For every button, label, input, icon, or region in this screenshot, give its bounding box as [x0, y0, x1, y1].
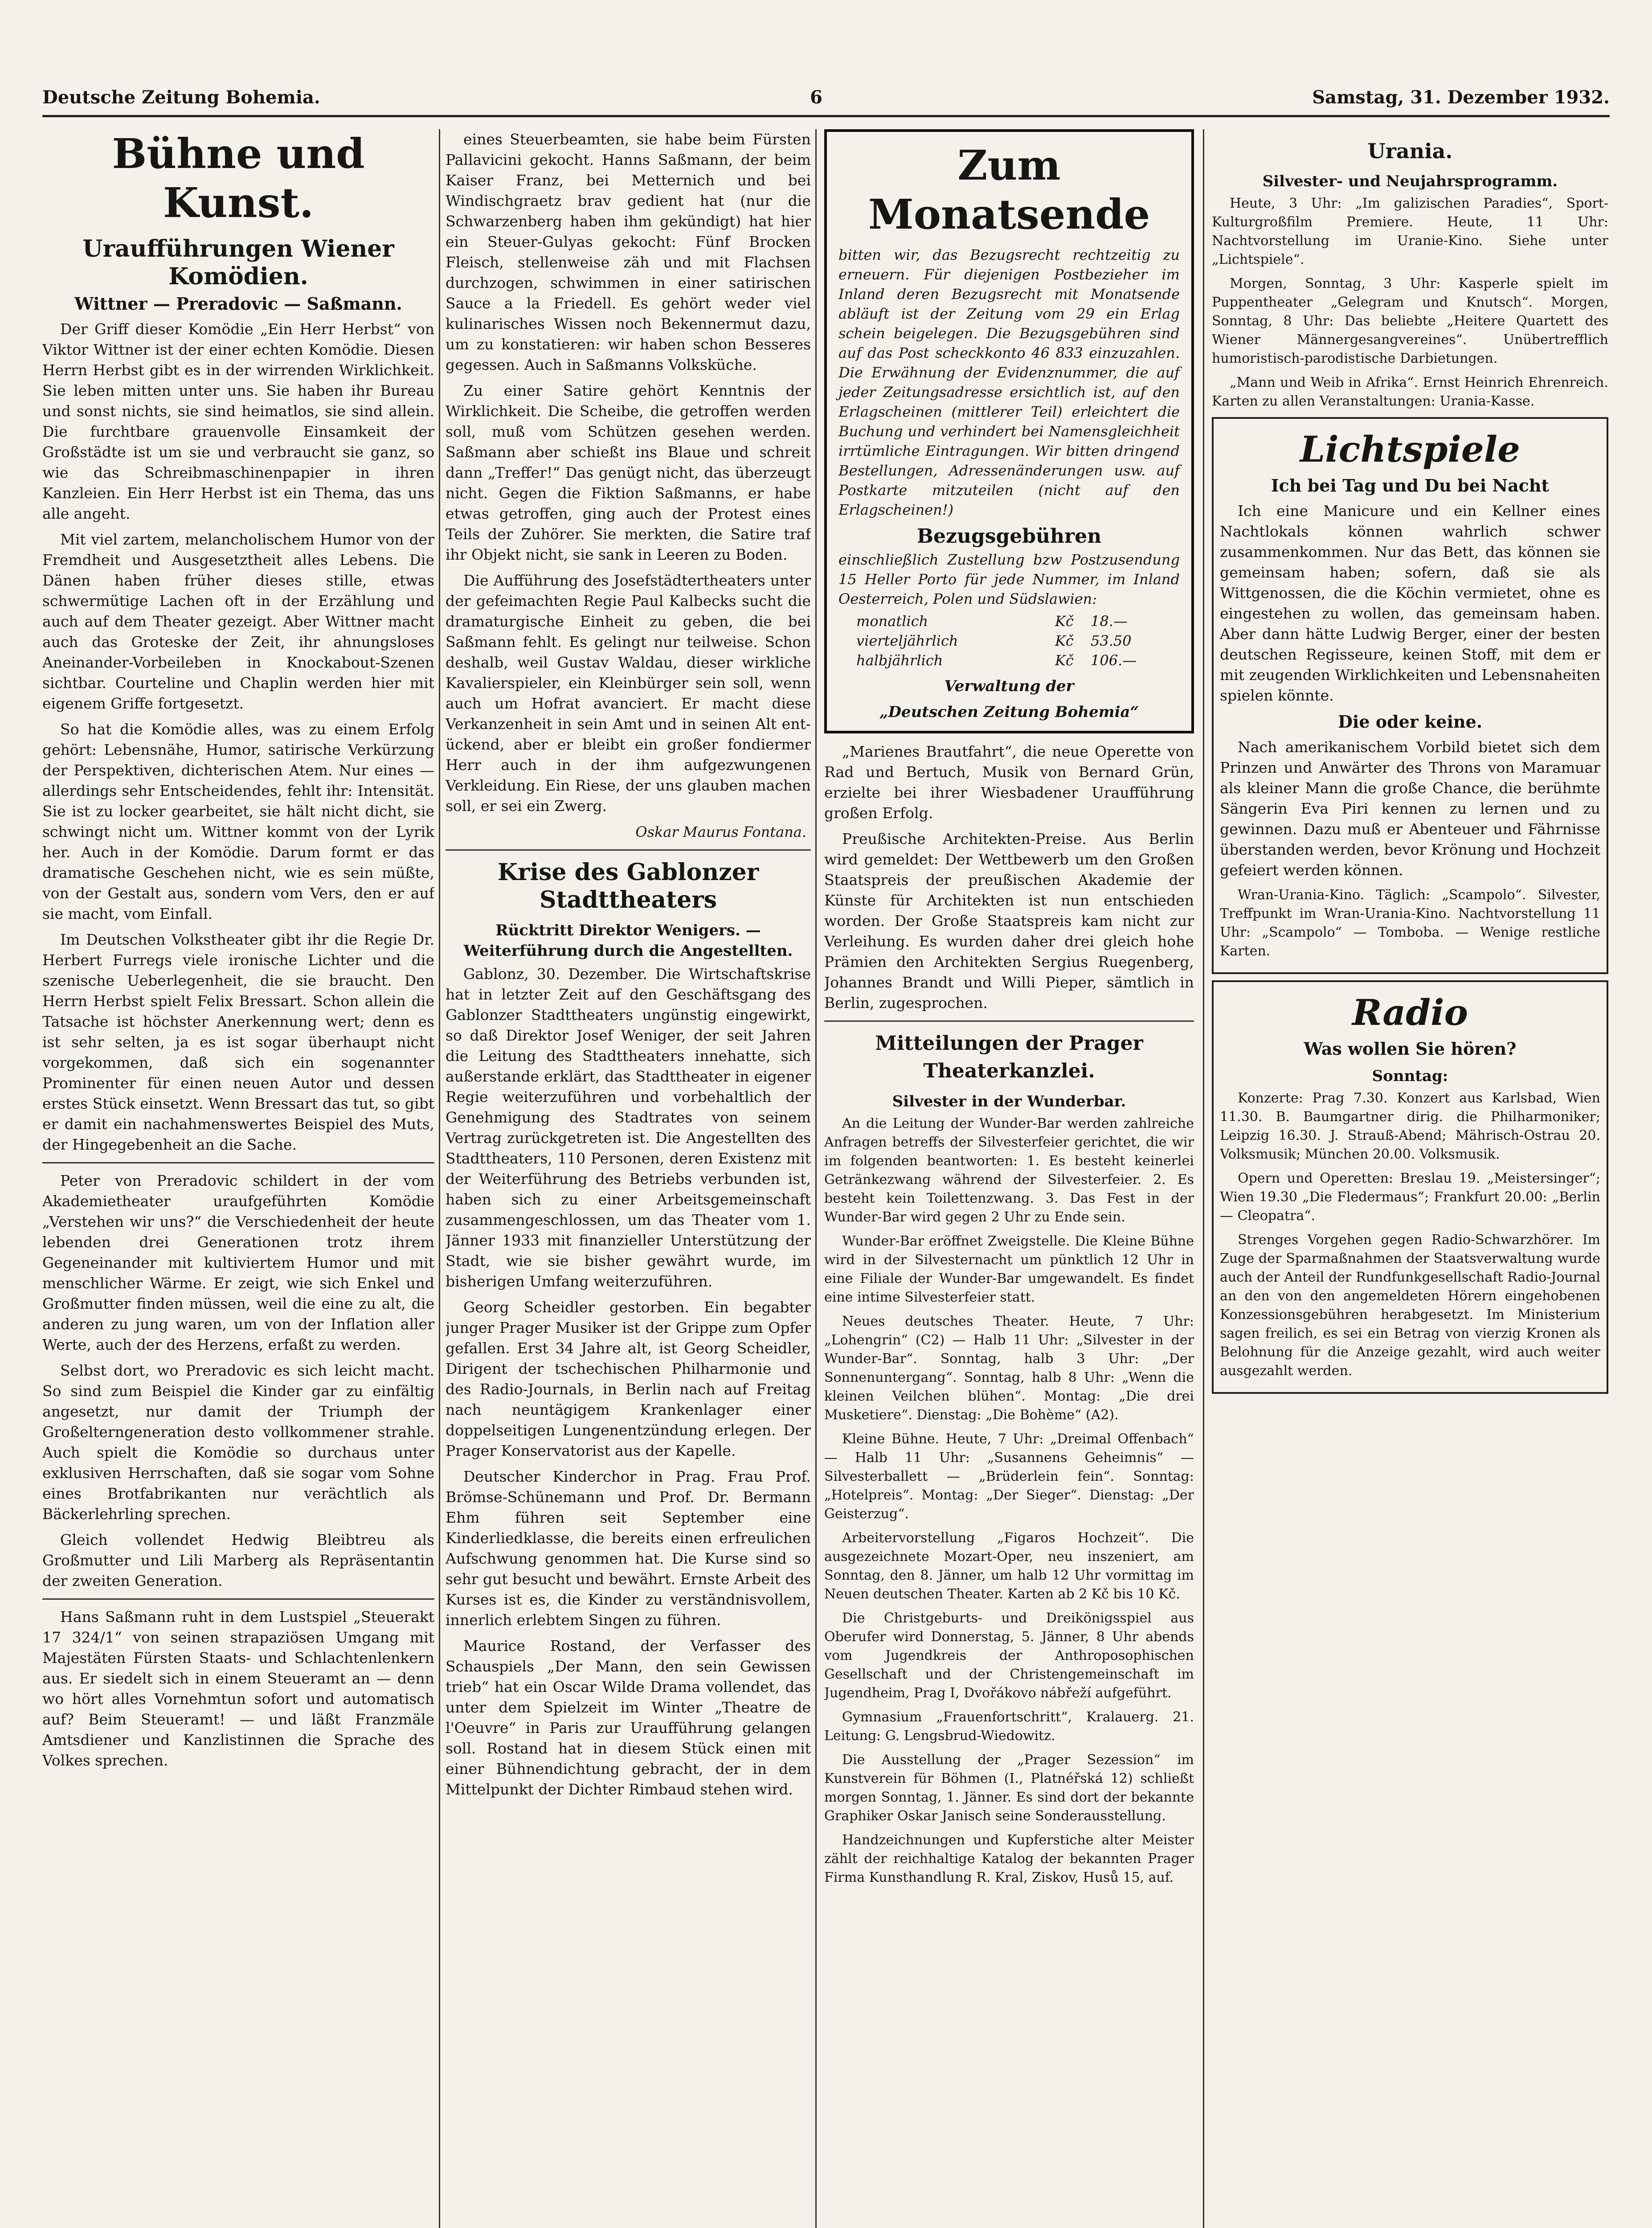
article-title: Mitteilungen der Prager Theaterkanzlei. [875, 1032, 1143, 1082]
byline: Oskar Maurus Fontana. [635, 823, 806, 840]
article-subtitle: Silvester in der Wunderbar. [892, 1093, 1126, 1110]
divider [42, 1598, 434, 1600]
column-rule [815, 129, 817, 2228]
paragraph: Zu einer Satire gehört Kenntnis der Wirklichkeit. Die Scheibe, die getroffen werden soll, muß vom Schützen gesehen werden. Saßmann aber schießt ins Blaue und schreit dann „Treffer!“ Das genügt nicht, das überzeugt nicht. Gegen die Fiktion Saßmanns, er habe etwas getroffen, ging auch der Protest eines Teils der Zuhörer. Sie merkten, die Satire traf ihr Objekt nicht, sie sank in Leeren zu Boden. [446, 382, 811, 563]
article-title: Krise des Gablonzer Stadttheaters [497, 859, 759, 913]
price-currency: Kč [1055, 632, 1074, 649]
article-subtitle: Wittner — Preradovic — Saßmann. [74, 294, 402, 314]
column-3 [824, 129, 1194, 2228]
paragraph: Maurice Rostand, der Verfasser des Schauspiels „Der Mann, den sein Gewissen trieb“ hat ein Oscar Wilde Drama vollendet, das unter dem Spielzeit im Winter „Theatre de l'Oeuvre“ in Paris zur Uraufführung gelangen soll. Rostand hat in diesem Stück einen mit einer Bühnendichtung gebracht, der in dem Mittelpunkt der Dichter Rimbaud stehen wird. [446, 1637, 811, 1798]
paragraph: Mit viel zartem, melancholischem Humor von der Fremdheit und Ausgesetztheit alles Lebens. Die Dänen haben früher dieses stille, etwas schwermütige Lachen oft in der Erzählung und auch auf dem Theater gezeigt. Aber Wittner macht auch das Groteske der Zeit, ihr ahnungsloses Aneinander-Vorbeileben in Knockabout-Szenen sichtbar. Courteline und Chaplin werden hier mit eigenem Griffe fortgesetzt. [42, 531, 434, 712]
paragraph: „Marienes Brautfahrt“, die neue Operette von Rad und Bertuch, Musik von Bernard Grün, erzielte bei ihrer Wiesbadener Uraufführung großen Erfolg. [824, 743, 1194, 822]
radio-subtitle: Was wollen Sie hören? [1304, 1039, 1517, 1059]
urania-title: Urania. [1367, 139, 1453, 163]
price-label: monatlich [856, 613, 928, 630]
paragraph: Gleich vollendet Hedwig Bleibtreu als Großmutter und Lili Marberg als Repräsentantin der zweiten Generation. [42, 1531, 434, 1589]
article-title: Uraufführungen Wiener Komödien. [82, 235, 394, 290]
paragraph: Heute, 3 Uhr: „Im galizischen Paradies“, Sport-Kulturgroßfilm Premiere. Heute, 11 Uhr: Nachtvorstellung im Uranie-Kino. Siehe unter „Lichtspiele“. [1212, 196, 1608, 267]
paragraph: Gablonz, 30. Dezember. Die Wirtschaftskrise hat in letzter Zeit auf den Geschäftsgang des Gablonzer Stadttheaters ungünstig eingewirkt, so daß Direktor Josef Weniger, der seit Jahren die Leitung des Stadttheaters innehatte, sich außerstande erklärt, das Stadttheater in eigener Regie weiterzuführen und vorbehaltlich der Genehmigung des Stadtrates von seinem Vertrag zurückgetreten ist. Die Angestellten des Stadttheaters, 110 Personen, deren Existenz mit der Weiterführung des Betriebs verbunden ist, haben sich zu einer Arbeitsgemeinschaft zusammengeschlossen, um das Theater vom 1. Jänner 1933 mit finanzieller Unterstützung der Stadt, wie sie bisher gewährt wurde, im bisherigen Umfang weiterzuführen. [446, 965, 811, 1290]
paragraph: Neues deutsches Theater. Heute, 7 Uhr: „Lohengrin“ (C2) — Halb 11 Uhr: „Silvester in der Wunder-Bar“. Sonntag, halb 3 Uhr: „Der Sonnenuntergang“. Sonntag, halb 8 Uhr: „Wenn die kleinen Veilchen blühen“. Montag: „Die drei Musketiere“. Dienstag: „Die Bohème“ (A2). [824, 1314, 1194, 1423]
notice-title: Zum Monatsende [868, 141, 1150, 238]
paragraph: Selbst dort, wo Preradovic es sich leicht macht. So sind zum Beispiel die Kinder gar zu einfältig angesetzt, nur damit der Triumph der Großelterngeneration desto vollkommener strahle. Auch spielt die Komödie so durchaus unter exklusiven Herrschaften, daß sie sogar vom Sohne eines Brotfabrikanten nur verächtlich als Bäckerlehrling sprechen. [42, 1362, 434, 1523]
paragraph: Kleine Bühne. Heute, 7 Uhr: „Dreimal Offenbach“ — Halb 11 Uhr: „Susannens Geheimnis“ — Silvesterballett — „Brüderlein fein“. Sonntag: „Hotelpreis“. Montag: „Der Sieger“. Dienstag: „Der Geisterzug“. [824, 1431, 1194, 1522]
fees-heading: Bezugsgebühren [916, 525, 1102, 548]
lichtspiele-title: Lichtspiele [1300, 428, 1521, 470]
paragraph: Handzeichnungen und Kupferstiche alter Meister zählt der reichhaltige Katalog der bekannten Prager Firma Kunsthandlung R. Kral, Ziskov, Husů 15, auf. [824, 1832, 1194, 1885]
paragraph: Der Griff dieser Komödie „Ein Herr Herbst“ von Viktor Wittner ist der einer echten Komödie. Diesen Herrn Herbst gibt es in der wirrenden Wirklichkeit. Sie leben mitten unter uns. Sie haben ihr Bureau und sonst nichts, sie sind heimatlos, sie sind allein. Die furchtbare grauenvolle Einsamkeit der Großstädte ist um sie und verbraucht sie ganz, so wie das Schreibmaschinenpapier in ihren Kanzleien. Ein Herr Herbst ist ein Thema, das uns alle angeht. [42, 320, 434, 522]
paragraph: Wunder-Bar eröffnet Zweigstelle. Die Kleine Bühne wird in der Silvesternacht um pünktlich 12 Uhr in eine Filiale der Wunder-Bar umgewandelt. Es findet eine intime Silvesterfeier statt. [824, 1233, 1194, 1305]
paragraph: Nach amerikanischem Vorbild bietet sich dem Prinzen und Anwärter des Throns von Maramuar als kleiner Mann die große Chance, die berühmte Sängerin Eva Piri kennen zu lernen und zu gewinnen. Dazu muß er Abenteuer und Fährnisse überstanden werden, bevor Krönung und Hochzeit gefeiert werden können. [1220, 738, 1600, 879]
paragraph: Die Ausstellung der „Prager Sezession“ im Kunstverein für Böhmen (I., Platnéřská 12) schließt morgen Sonntag, 1. Jänner. Es sind dort der bekannte Graphiker Oskar Janisch seine Sonderausstellung. [824, 1752, 1194, 1824]
price-currency: Kč [1055, 613, 1074, 630]
column-2 [446, 129, 811, 2228]
paragraph: Hans Saßmann ruht in dem Lustspiel „Steuerakt 17 324/1“ von seinen strapaziösen Umgang mit Majestäten Fürsten Staats- und Schlachtenlenkern aus. Er siedelt sich in einem Steueramt an — denn wo hört alles Vornehmtun sofort und automatisch auf? Beim Steueramt! — und läßt Franzmäle Amtsdiener und Kanzlistinnen die Sprache des Volkes sprechen. [42, 1608, 434, 1769]
paragraph: An die Leitung der Wunder-Bar werden zahlreiche Anfragen betreffs der Silvesterfeier gerichtet, die wir im folgenden beantworten: 1. Es besteht keinerlei Getränkezwang während der Silvesterfeier. 2. Es besteht kein Toilettenzwang. 3. Das Fest in der Wunder-Bar wird gegen 2 Uhr zu Ende sein. [824, 1116, 1194, 1225]
price-value: 106.— [1091, 652, 1137, 669]
paragraph: Wran-Urania-Kino. Täglich: „Scampolo“. Silvester, Treffpunkt im Wran-Urania-Kino. Nachtvorstellung 11 Uhr: „Scampolo“ — Tomboba. — Wenige restliche Karten. [1220, 887, 1600, 959]
price-table [856, 611, 1162, 670]
paragraph: Im Deutschen Volkstheater gibt ihr die Regie Dr. Herbert Furregs viele ironische Lichter und die szenische Ueberlegenheit, die sie braucht. Den Herrn Herbst spielt Felix Bressart. Schon allein die Tatsache ist höchster Anerkennung wert; denn es ist sehr selten, ja es ist sogar überhaupt nicht vorgekommen, daß sich ein sogenannter Prominenter für einen neuen Autor und dessen erstes Stück einsetzt. Wenn Bressart das tut, so gibt er damit ein nachahmenswertes Beispiel des Muts, der Hingegebenheit an die Sache. [42, 931, 434, 1153]
film-title: Ich bei Tag und Du bei Nacht [1271, 475, 1550, 496]
lichtspiele-section [1212, 417, 1608, 974]
paragraph: So hat die Komödie alles, was zu einem Erfolg gehört: Lebensnähe, Humor, satirische Verkürzung der Perspektiven, dichterischen Atem. Nur eines — allerdings sehr Entscheidendes, fehlt ihr: Intensität. Sie ist zu locker gearbeitet, sie hält nicht dicht, sie schwingt nicht um. Wittner kommt von der Lyrik her. Auch in der Komödie. Darum formt er das dramatische Geschehen nicht, wie es sein müßte, von der Gestalt aus, sondern vom Vers, den er auf sie macht, vom Einfall. [42, 721, 434, 922]
notice-signature-1: Verwaltung der [944, 677, 1074, 695]
masthead-left: Deutsche Zeitung Bohemia. [42, 86, 320, 108]
price-currency: Kč [1055, 652, 1074, 669]
paragraph: Morgen, Sonntag, 3 Uhr: Kasperle spielt im Puppentheater „Gelegram und Knutsch“. Morgen, Sonntag, 8 Uhr: Das beliebte „Heitere Quartett des Wiener Männergesangvereines“. Unübertrefflich humoristisch-parodistische Darbietungen. [1212, 276, 1608, 366]
divider [446, 849, 811, 851]
paragraph: Ich eine Manicure und ein Kellner eines Nachtlokals können wahrlich schwer zusammenkommen. Nur das Bett, das können sie gemeinsam haben; sofern, daß sie als Wittgenossen, die die Köchin vermietet, ohne es eingestehen zu wollen, das gemeinsam haben. Aber dann hätte Ludwig Berger, einer der besten deutschen Regisseure, keinen Stoff, mit dem er mit zeugenden Wirklichkeiten und Lebensnaheiten spielen könnte. [1220, 502, 1600, 704]
column-4 [1212, 129, 1608, 2228]
paragraph: Konzerte: Prag 7.30. Konzert aus Karlsbad, Wien 11.30. B. Baumgartner dirig. die Philharmoniker; Leipzig 16.30. J. Strauß-Abend; Mährisch-Ostrau 20. Volksmusik; München 20.00. Volksmusik. [1220, 1090, 1600, 1162]
article-subtitle: Rücktritt Direktor Wenigers. — Weiterführung durch die Angestellten. [463, 922, 793, 960]
notice-text: bitten wir, das Bezugsrecht rechtzeitig zu erneuern. Für diejenigen Postbezieher im Inland deren Bezugsrecht mit Monatsende abläuft ist der Zeitung vom 29 ein Erlag schein beigelegen. Die Bezugsgebühren sind auf das Post scheckkonto 46 833 einzuzahlen. Die Erwähnung der Evidenznummer, die auf jeder Zeitungsadresse ersichtlich ist, auf den Erlagscheinen (mittlerer Teil) erleichtert die Buchung und verhindert bei Namensgleichheit irrtümliche Eintragungen. Wir bitten dringend Bestellungen, Adressenänderungen usw. auf Postkarte mitzuteilen (nicht auf den Erlagscheinen!) [838, 246, 1180, 518]
subscription-notice-box [824, 129, 1194, 733]
radio-section [1212, 980, 1608, 1394]
film-title: Die oder keine. [1337, 712, 1483, 732]
paragraph: Georg Scheidler gestorben. Ein begabter junger Prager Musiker ist der Grippe zum Opfer gefallen. Erst 34 Jahre alt, ist Georg Scheidler, Dirigent der tschechischen Philharmonie und des Radio-Journals, in Berlin nach auf Freitag nach neuntägigem Krankenlager einer doppelseitigen Lungenentzündung erlegen. Der Prager Konservatorist aus der Kapelle. [446, 1298, 811, 1459]
urania-subtitle: Silvester- und Neujahrsprogramm. [1262, 172, 1558, 190]
divider [42, 1162, 434, 1163]
masthead-date: Samstag, 31. Dezember 1932. [1312, 86, 1610, 108]
price-value: 53.50 [1091, 632, 1132, 649]
paragraph: Die Christgeburts- und Dreikönigsspiel aus Oberufer wird Donnerstag, 5. Jänner, 8 Uhr abends vom Jugendkreis der Anthroposophischen Gesellschaft und der Christengemeinschaft im Jugendheim, Prag I, Dvořákovo nábřeží aufgeführt. [824, 1610, 1194, 1701]
price-label: halbjährlich [856, 652, 943, 669]
paragraph: Die Aufführung des Josefstädtertheaters unter der gefeimachten Regie Paul Kalbecks sucht die dramaturgische Einheit zu geben, die bei Saßmann fehlt. Es gelingt nur teilweise. Schon deshalb, weil Gustav Waldau, dieser wirkliche Kavalierspieler, ein Kleinbürger sein soll, wenn auch um Hofrat avanciert. Er macht diese Verkanzenheit in sein Amt und in seinen Alt ent-ückend, aber er bleibt ein großer fondiermer Herr auch in der ihm aufgezwungenen Verkleidung. Ein Riese, der uns glauben machen soll, er sei ein Zwerg. [446, 572, 811, 815]
paragraph: Preußische Architekten-Preise. Aus Berlin wird gemeldet: Der Wettbewerb um den Großen Staatspreis der preußischen Akademie der Künste für Architekten ist nun entschieden worden. Der Große Staatspreis kam nicht zur Verleihung. Es wurden daher drei gleich hohe Prämien den Architekten Sergius Ruegenberg, Johannes Brandt und Willi Pieper, sämtlich in Berlin, zugesprochen. [824, 830, 1194, 1012]
paragraph: Arbeitervorstellung „Figaros Hochzeit“. Die ausgezeichnete Mozart-Oper, neu inszeniert, am Sonntag, den 8. Jänner, um halb 12 Uhr vormittag im Neuen deutschen Theater. Karten ab 2 Kč bis 10 Kč. [824, 1530, 1194, 1602]
radio-day: Sonntag: [1372, 1067, 1448, 1085]
column-rule [439, 129, 440, 2228]
radio-title: Radio [1352, 991, 1468, 1033]
notice-signature-2: „Deutschen Zeitung Bohemia“ [879, 703, 1139, 721]
paragraph: Gymnasium „Frauenfortschritt“, Kralauerg. 21. Leitung: G. Lengsbrud-Wiedowitz. [824, 1709, 1194, 1744]
fees-text: einschließlich Zustellung bzw Postzusendung 15 Heller Porto für jede Nummer, im Inland Oesterreich, Polen und Südslawien: [838, 551, 1180, 607]
paragraph: Strenges Vorgehen gegen Radio-Schwarzhörer. Im Zuge der Sparmaßnahmen der Staatsverwaltung wurde auch der Anteil der Rundfunkgesellschaft Radio-Journal an den von den angemeldeten Hörern eingehobenen Konzessionsgebühren herabgesetzt. Im Ministerium sagen freilich, es sei ein Betrag von vierzig Kronen als Belohnung für die Anzeige gezahlt, wird auch weiter ausgezahlt werden. [1220, 1232, 1600, 1379]
price-label: vierteljährlich [856, 632, 958, 649]
divider [824, 1020, 1194, 1022]
paragraph: eines Steuerbeamten, sie habe beim Fürsten Pallavicini gekocht. Hanns Saßmann, der beim Kaiser Franz, bei Metternich und bei Windischgraetz brav gedient hat (nur die Schwarzenberg haben ihm gekündigt) hat hier ein Steuer-Gulyas gekocht: Fünf Brocken Fleisch, stellenweise zäh und mit Flachsen durchzogen, schwimmen in einer satirischen Sauce a la Friedell. Es gehört weder viel kulinarisches Wissen noch Bekennermut dazu, um zu konstatieren: wir haben schon Besseres gegessen. Auch in Saßmanns Volksküche. [446, 131, 811, 373]
running-head [42, 79, 1610, 117]
paragraph: Deutscher Kinderchor in Prag. Frau Prof. Brömse-Schünemann und Prof. Dr. Bermann Ehm führen seit September eine Kinderliedklasse, die bereits einen erfreulichen Aufschwung genommen hat. Die Kurse sind so sehr gut besucht und bewährt. Ernste Arbeit des Kurses ist es, die Kinder zu verständnisvollem, innerlich erlebtem Singen zu führen. [446, 1468, 811, 1629]
paragraph: Peter von Preradovic schildert in der vom Akademietheater uraufgeführten Komödie „Verstehen wir uns?“ die Verschiedenheit der heute lebenden drei Generationen trotz ihrem Gegeneinander mit kultiviertem Humor und mit menschlicher Wärme. Er zeigt, wie sich Enkel und Großmutter finden müssen, weil die eine zu alt, die anderen zu jung waren, um von der Inflation aller Werte, auch der des Herzens, erfaßt zu werden. [42, 1172, 434, 1353]
paragraph: „Mann und Weib in Afrika“. Ernst Heinrich Ehrenreich. Karten zu allen Veranstaltungen: Urania-Kasse. [1212, 375, 1608, 409]
column-1 [42, 129, 434, 2228]
price-value: 18.— [1091, 613, 1128, 630]
column-rule [1203, 129, 1204, 2228]
section-title: Bühne und Kunst. [112, 130, 365, 227]
page-number: 6 [810, 86, 822, 108]
paragraph: Opern und Operetten: Breslau 19. „Meistersinger“; Wien 19.30 „Die Fledermaus“; Frankfurt 20.00: „Berlin — Cleopatra“. [1220, 1171, 1600, 1224]
